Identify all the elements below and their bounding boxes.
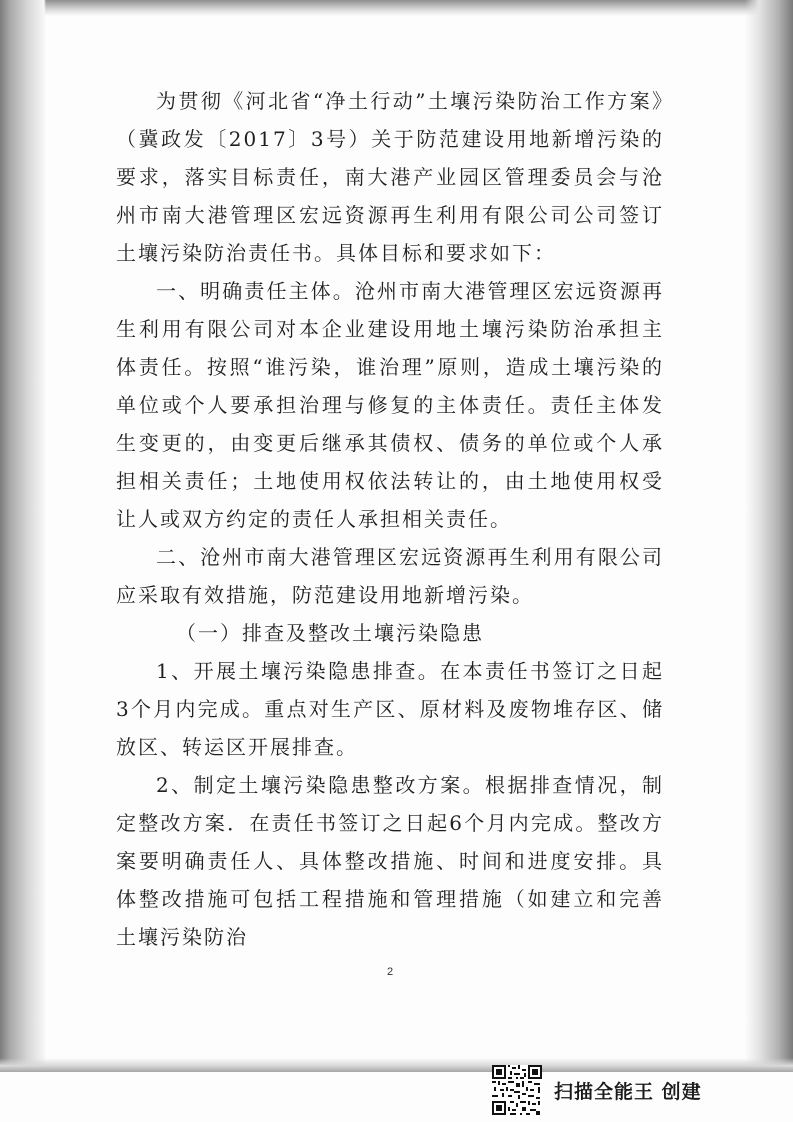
scan-edge-top [0,0,793,16]
qr-code-icon [492,1065,542,1115]
document-body [116,82,664,956]
paragraph-responsibility-subject: 一、明确责任主体。沧州市南大港管理区宏远资源再生利用有限公司对本企业建设用地土壤污染防治承担主体责任。按照“谁污染，谁治理”原则，造成土壤污染的单位或个人要承担治理与修复的主体责任。责任主体发生变更的，由变更后继承其债权、债务的单位或个人承担相关责任；土地使用权依法转让的，由土地使用权受让人或双方约定的责任人承担相关责任。 [116,279,664,531]
paragraph-prevention-measures: 二、沧州市南大港管理区宏远资源再生利用有限公司应采取有效措施，防范建设用地新增污染。 [116,545,664,607]
section-heading-hazard-rectification: （一）排查及整改土壤污染隐患 [176,621,484,645]
paragraph-rectification-plan: 2、制定土壤污染隐患整改方案。根据排查情况，制定整改方案．在责任书签订之日起6个月内完成。整改方案要明确责任人、具体整改措施、时间和进度安排。具体整改措施可包括工程措施和管理措施（如建立和完善土壤污染防治 [116,773,664,949]
page-number: 2 [386,966,394,978]
scan-edge-right [745,0,793,1065]
paragraph-hazard-investigation: 1、开展土壤污染隐患排查。在本责任书签订之日起3个月内完成。重点对生产区、原材料及废物堆存区、储放区、转运区开展排查。 [116,659,664,759]
paragraph-intro: 为贯彻《河北省“净土行动”土壤污染防治工作方案》（冀政发〔2017〕3号）关于防范建设用地新增污染的要求，落实目标责任，南大港产业园区管理委员会与沧州市南大港管理区宏远资源再生利用有限公司公司签订土壤污染防治责任书。具体目标和要求如下： [116,89,664,265]
scan-edge-left [0,0,46,1065]
watermark-text: 扫描全能王 创建 [554,1080,702,1103]
camscanner-watermark [492,1064,702,1116]
